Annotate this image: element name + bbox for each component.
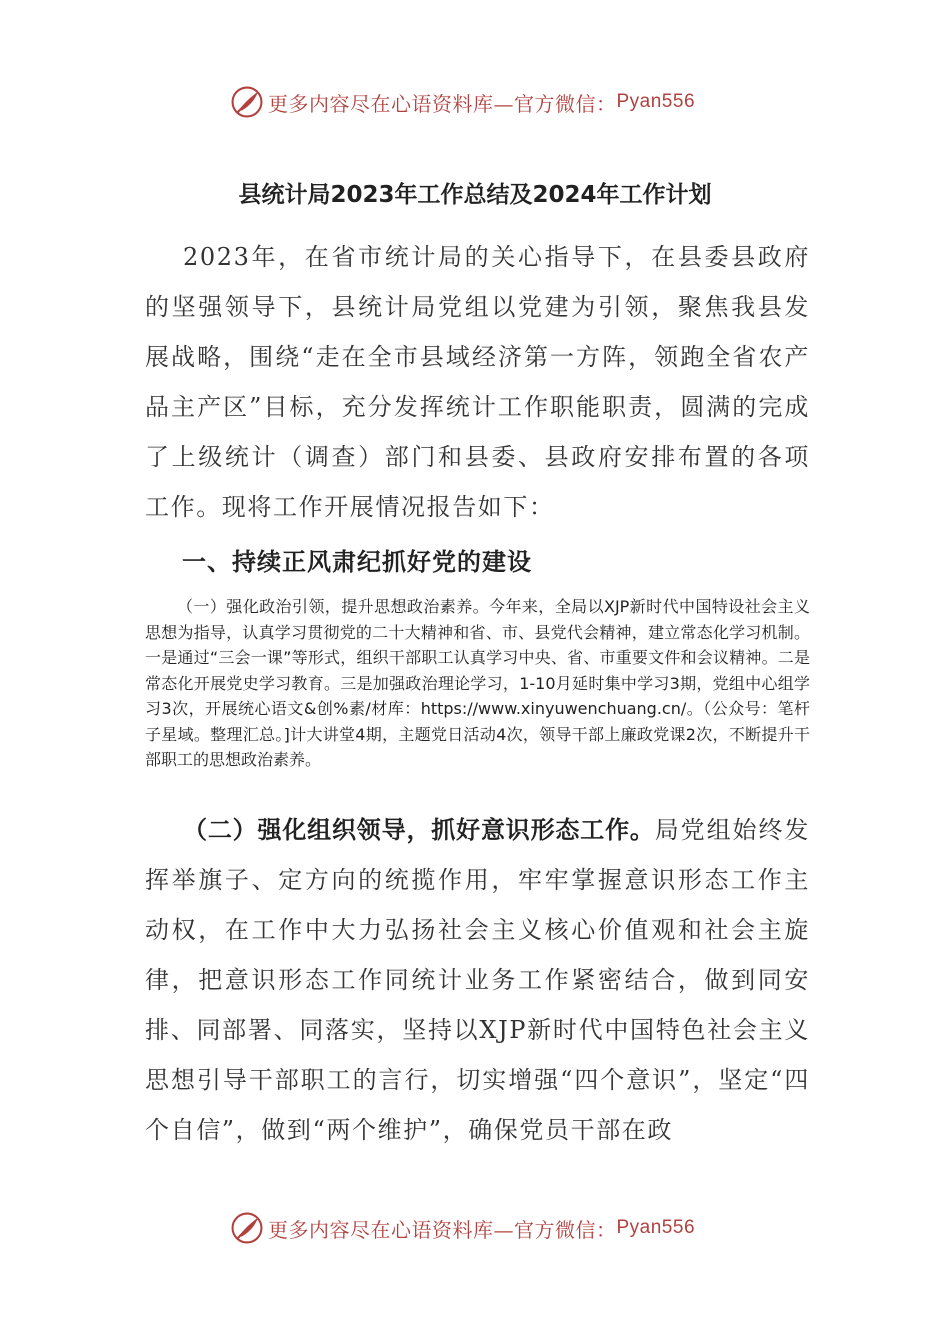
footer-banner [230,1208,750,1248]
wechat-id: Pyan556 [616,91,696,112]
intro-paragraph: 2023年，在省市统计局的关心指导下，在县委县政府的坚强领导下，县统计局党组以党建为引领，聚焦我县发展战略，围绕“走在全市县域经济第一方阵，领跑全省农产品主产区”目标，充分发挥统计工作职能职责，圆满的完成了上级统计（调查）部门和县委、县政府安排布置的各项工作。现将工作开展情况报告如下： [145,243,810,521]
banner-text: 更多内容尽在心语资料库—官方微信： [268,1217,617,1242]
quill-logo-icon [230,85,264,119]
banner-text: 更多内容尽在心语资料库—官方微信： [268,91,617,116]
wechat-id: Pyan556 [616,1217,696,1238]
quill-logo-icon [230,1211,264,1245]
page-title: 县统计局2023年工作总结及2024年工作计划 [238,182,712,208]
section-2-heading: （二）强化组织领导，抓好意识形态工作。 [183,816,655,844]
section-1-heading: 一、持续正风肃纪抓好党的建设 [182,548,532,576]
section-2-paragraph [145,805,810,1155]
section-1-paragraph: （一）强化政治引领，提升思想政治素养。今年来，全局以XJP新时代中国特设社会主义思想为指导，认真学习贯彻党的二十大精神和省、市、县党代会精神，建立常态化学习机制。一是通过“三会一课”等形式，组织干部职工认真学习中央、省、市重要文件和会议精神。二是常态化开展党史学习教育。三是加强政治理论学习，1-10月延时集中学习3期，党组中心组学习3次，开展统心语文&创%素/材库：https://www.xinyuwenchuang.cn/。（公众号：笔杆子星域。整理汇总。]计大讲堂4期，主题党日活动4次，领导干部上廉政党课2次，不断提升干部职工的思想政治素养。 [145,597,810,769]
header-banner [230,82,750,122]
section-2-body: 局党组始终发挥举旗子、定方向的统揽作用，牢牢掌握意识形态工作主动权，在工作中大力弘扬社会主义核心价值观和社会主旋律，把意识形态工作同统计业务工作紧密结合，做到同安排、同部署、同落实，坚持以XJP新时代中国特色社会主义思想引导干部职工的言行，切实增强“四个意识”，坚定“四个自信”，做到“两个维护”，确保党员干部在政 [145,816,810,1144]
